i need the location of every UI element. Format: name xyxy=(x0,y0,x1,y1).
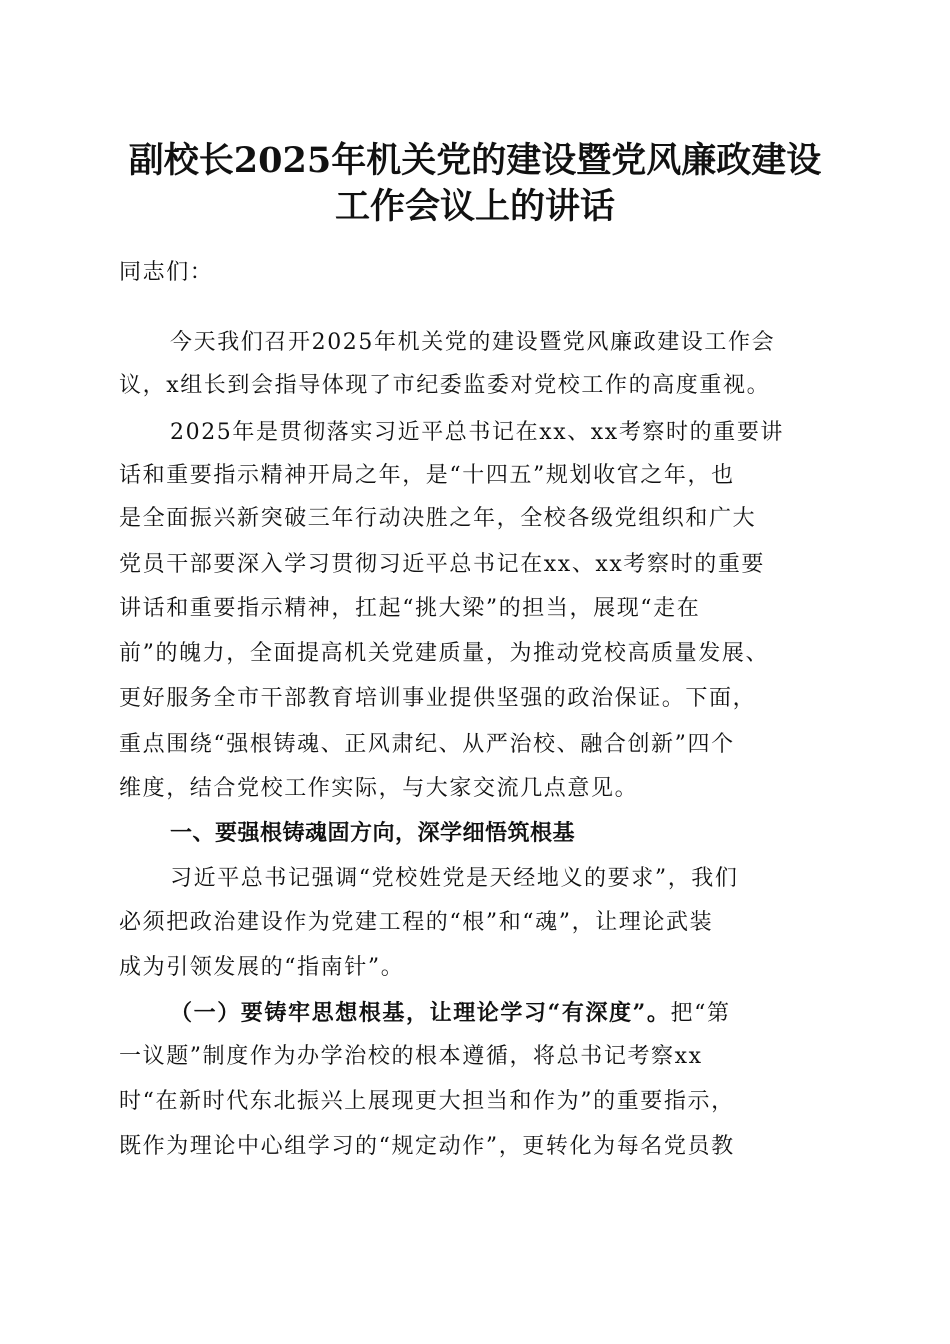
text-line: 习近平总书记强调“党校姓党是天经地义的要求”，我们 xyxy=(170,866,739,891)
text-line: 话和重要指示精神开局之年，是“十四五”规划收官之年，也 xyxy=(119,463,735,488)
text-line: 是全面振兴新突破三年行动决胜之年，全校各级党组织和广大 xyxy=(119,506,757,531)
section-heading: 一、要强根铸魂固方向，深学细悟筑根基 xyxy=(170,821,576,846)
document-title-line-1: 副校长2025年机关党的建设暨党风廉政建设 xyxy=(128,140,822,181)
text-line: 今天我们召开2025年机关党的建设暨党风廉政建设工作会 xyxy=(170,330,776,355)
document-title-line-2: 工作会议上的讲话 xyxy=(334,186,615,227)
text-line: 2025年是贯彻落实习近平总书记在xx、xx考察时的重要讲 xyxy=(170,420,785,445)
text-line: 成为引领发展的“指南针”。 xyxy=(119,955,405,980)
text-line: 必须把政治建设作为党建工程的“根”和“魂”，让理论武装 xyxy=(119,910,714,935)
salutation: 同志们： xyxy=(119,260,214,285)
text-line: 讲话和重要指示精神，扛起“挑大梁”的担当，展现“走在 xyxy=(119,596,701,621)
text-line: 议，x组长到会指导体现了市纪委监委对党校工作的高度重视。 xyxy=(119,373,771,398)
text-line: 更好服务全市干部教育培训事业提供坚强的政治保证。下面， xyxy=(119,686,757,711)
subsection-heading: （一）要铸牢思想根基，让理论学习“有深度”。 xyxy=(170,1000,671,1026)
text-line: 前”的魄力，全面提高机关党建质量，为推动党校高质量发展、 xyxy=(119,641,770,666)
subsection-line xyxy=(170,998,831,1029)
text-line: 重点围绕“强根铸魂、正风肃纪、从严治校、融合创新”四个 xyxy=(119,732,735,757)
text-line: 时“在新时代东北振兴上展现更大担当和作为”的重要指示， xyxy=(119,1089,735,1114)
subsection-continuation: 把“第 xyxy=(670,1001,731,1026)
text-line: 既作为理论中心组学习的“规定动作”，更转化为每名党员教 xyxy=(119,1134,735,1159)
text-line: 党员干部要深入学习贯彻习近平总书记在xx、xx考察时的重要 xyxy=(119,552,766,577)
text-line: 一议题”制度作为办学治校的根本遵循，将总书记考察xx xyxy=(119,1044,703,1069)
text-line: 维度，结合党校工作实际，与大家交流几点意见。 xyxy=(119,776,639,801)
